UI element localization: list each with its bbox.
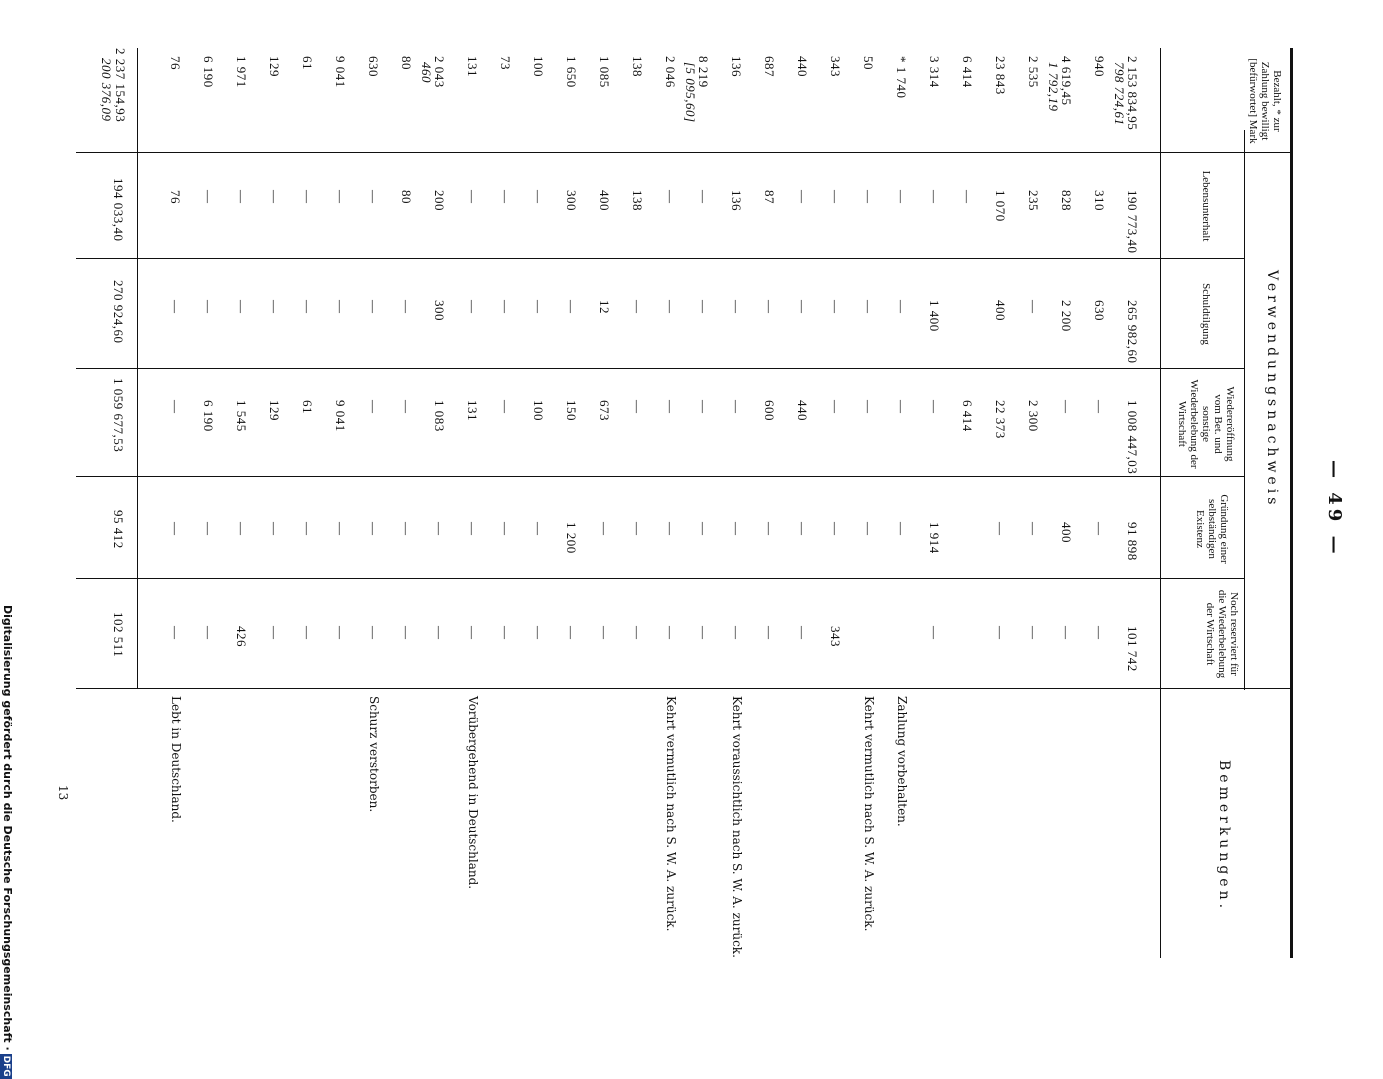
footer-credit	[0, 605, 14, 1079]
table-cell-c4: —	[894, 522, 909, 536]
table-cell-c0: 3 314	[927, 56, 942, 88]
table-cell-c2: —	[1026, 300, 1041, 314]
table-cell-c4: —	[267, 522, 282, 536]
total-debt: 270 924,60	[111, 280, 126, 344]
table-cell-c3: —	[168, 400, 183, 414]
table-cell-c3: 131	[465, 400, 480, 421]
table-cell-c2: —	[168, 300, 183, 314]
table-cell-c2: —	[564, 300, 579, 314]
table-cell-c1: 828	[1059, 190, 1074, 211]
table-cell-c5: —	[1059, 626, 1074, 640]
remark-note: Kehrt vermutlich nach S. W. A. zurück.	[862, 696, 876, 932]
table-cell-c2: —	[696, 300, 711, 314]
total-paid-sub: 200 376,09	[99, 58, 114, 122]
remark-note: Schurz verstorben.	[367, 696, 381, 813]
table-cell-c1: —	[465, 190, 480, 204]
table-cell-c0: 1 085	[597, 56, 612, 88]
table-cell-c3: 600	[762, 400, 777, 421]
table-cell-c0: 2 535	[1026, 56, 1041, 88]
table-cell-c1: —	[498, 190, 513, 204]
table-cell-c0: 23 843	[993, 56, 1008, 95]
table-cell-c3: —	[630, 400, 645, 414]
dfg-logo: DFG	[1, 1055, 11, 1077]
table-cell-c5: 101 742	[1125, 626, 1140, 672]
table-cell-c3: —	[399, 400, 414, 414]
table-cell-c4: —	[399, 522, 414, 536]
table-cell-c3: 6 190	[201, 400, 216, 432]
table-cell-c1: —	[861, 190, 876, 204]
table-cell-c1: 138	[630, 190, 645, 211]
table-cell-c0: 4 619,45	[1059, 56, 1074, 106]
table-cell-c4: —	[1092, 522, 1107, 536]
table-cell-c0: 61	[300, 56, 315, 70]
table-cell-c1: —	[300, 190, 315, 204]
table-cell-c5: —	[531, 626, 546, 640]
table-cell-c2: —	[630, 300, 645, 314]
table-cell-c1: —	[366, 190, 381, 204]
table-cell-c5: —	[432, 626, 447, 640]
table-cell-c3: 673	[597, 400, 612, 421]
table-cell-c2: —	[201, 300, 216, 314]
table-cell-c3: —	[894, 400, 909, 414]
table-cell-c1: 235	[1026, 190, 1041, 211]
table-cell-c0: 136	[729, 56, 744, 77]
table-cell-c0b: 460	[419, 62, 434, 83]
table-cell-c1: 1 070	[993, 190, 1008, 222]
header-reopening: Wiedereröffnung vom Bet. und sonstige Wiederbelebung der Wirtschaft	[1176, 379, 1236, 469]
table-cell-c1: —	[828, 190, 843, 204]
table-cell-c3: —	[498, 400, 513, 414]
table-cell-c5: —	[333, 626, 348, 640]
table-cell-c5: —	[366, 626, 381, 640]
section-title: Verwendungsnachweis	[1264, 270, 1280, 509]
table-cell-c5: —	[795, 626, 810, 640]
table-cell-c4: 1 914	[927, 522, 942, 554]
table-cell-c2: —	[762, 300, 777, 314]
table-cell-c2: —	[465, 300, 480, 314]
frame-subheader-divider	[1244, 130, 1245, 690]
table-cell-c0: 138	[630, 56, 645, 77]
table-cell-c0: 1 650	[564, 56, 579, 88]
footer-text: Digitalisierung gefördert durch die Deutsche Forschungsgemeinschaft ·	[1, 605, 14, 1051]
col-sep-0	[76, 152, 1290, 153]
table-cell-c5: —	[663, 626, 678, 640]
table-cell-c2: —	[234, 300, 249, 314]
table-cell-c4: —	[663, 522, 678, 536]
table-cell-c3: —	[927, 400, 942, 414]
table-cell-c0: 2 153 834,95	[1125, 56, 1140, 131]
remark-note: Zahlung vorbehalten.	[895, 696, 909, 827]
table-cell-c4: —	[993, 522, 1008, 536]
frame-header-divider	[1160, 48, 1161, 958]
table-cell-c5: 426	[234, 626, 249, 647]
table-cell-c5: —	[696, 626, 711, 640]
table-cell-c2: 2 200	[1059, 300, 1074, 332]
table-cell-c3: 61	[300, 400, 315, 414]
table-cell-c1: —	[333, 190, 348, 204]
table-cell-c0b: 1 792,19	[1046, 62, 1061, 112]
table-cell-c0: 687	[762, 56, 777, 77]
table-cell-c3: 150	[564, 400, 579, 421]
remark-note: Kehrt voraussichtlich nach S. W. A. zurück.	[730, 696, 744, 958]
table-cell-c1: —	[201, 190, 216, 204]
remark-note: Lebt in Deutschland.	[169, 696, 183, 823]
table-cell-c0: 73	[498, 56, 513, 70]
total-living: 194 033,40	[111, 178, 126, 242]
table-cell-c3: 440	[795, 400, 810, 421]
table-cell-c4: —	[465, 522, 480, 536]
table-cell-c3: —	[1059, 400, 1074, 414]
table-cell-c0: 76	[168, 56, 183, 70]
table-cell-c4: —	[795, 522, 810, 536]
table-cell-c5: —	[630, 626, 645, 640]
table-cell-c0: 2 043	[432, 56, 447, 88]
table-cell-c1: 190 773,40	[1125, 190, 1140, 254]
table-cell-c0: 6 190	[201, 56, 216, 88]
table-cell-c0: 2 046	[663, 56, 678, 88]
table-cell-c5: —	[300, 626, 315, 640]
table-cell-c0: 129	[267, 56, 282, 77]
table-cell-c4: —	[762, 522, 777, 536]
table-cell-c1: 136	[729, 190, 744, 211]
table-cell-c2: —	[663, 300, 678, 314]
table-cell-c0: 131	[465, 56, 480, 77]
table-cell-c1: 76	[168, 190, 183, 204]
table-cell-c5: —	[1026, 626, 1041, 640]
col-sep-5	[76, 688, 1290, 689]
table-cell-c2: —	[267, 300, 282, 314]
table-cell-c1: 87	[762, 190, 777, 204]
table-cell-c5: —	[927, 626, 942, 640]
table-cell-c2: —	[366, 300, 381, 314]
table-cell-c2: —	[498, 300, 513, 314]
table-cell-c2: —	[861, 300, 876, 314]
col-sep-3	[76, 476, 1244, 477]
table-cell-c3: 1 083	[432, 400, 447, 432]
frame-right-thick	[1290, 48, 1293, 958]
table-cell-c1: —	[795, 190, 810, 204]
table-cell-c2: 630	[1092, 300, 1107, 321]
table-cell-c4: —	[696, 522, 711, 536]
table-cell-c3: —	[663, 400, 678, 414]
table-cell-c0b: 798 724,61	[1112, 62, 1127, 126]
table-cell-c4: —	[861, 522, 876, 536]
table-cell-c2: —	[729, 300, 744, 314]
table-cell-c4: —	[498, 522, 513, 536]
table-cell-c4: —	[234, 522, 249, 536]
table-cell-c3: —	[696, 400, 711, 414]
table-cell-c1: 310	[1092, 190, 1107, 211]
table-cell-c0: 343	[828, 56, 843, 77]
table-cell-c3: 1 545	[234, 400, 249, 432]
table-cell-c2: —	[333, 300, 348, 314]
table-cell-c5: —	[1092, 626, 1107, 640]
col-sep-2	[76, 368, 1244, 369]
table-cell-c2: —	[828, 300, 843, 314]
table-cell-c4: —	[729, 522, 744, 536]
table-cell-c3: 6 414	[960, 400, 975, 432]
table-cell-c1: 200	[432, 190, 447, 211]
table-cell-c2: 300	[432, 300, 447, 321]
table-cell-c0: 440	[795, 56, 810, 77]
table-cell-c4: 91 898	[1125, 522, 1140, 561]
table-cell-c0: * 1 740	[894, 56, 909, 99]
table-cell-c0: 50	[861, 56, 876, 70]
table-cell-c3: —	[729, 400, 744, 414]
table-cell-c1: —	[267, 190, 282, 204]
table-cell-c5: —	[564, 626, 579, 640]
total-paid: 2 237 154,93	[113, 48, 128, 123]
table-cell-c4: —	[366, 522, 381, 536]
table-cell-c0: 6 414	[960, 56, 975, 88]
table-cell-c5: —	[762, 626, 777, 640]
table-cell-c4: 1 200	[564, 522, 579, 554]
table-cell-c4: —	[300, 522, 315, 536]
table-cell-c4: —	[531, 522, 546, 536]
total-founding: 95 412	[111, 510, 126, 549]
table-cell-c4: —	[168, 522, 183, 536]
table-cell-c4: —	[1026, 522, 1041, 536]
table-cell-c4: 400	[1059, 522, 1074, 543]
table-cell-c1: —	[696, 190, 711, 204]
header-reserved: Noch reserviert für die Wiederbelebung der Wirtschaft	[1204, 589, 1240, 679]
table-cell-c3: 100	[531, 400, 546, 421]
table-cell-c2: —	[795, 300, 810, 314]
table-cell-c0b: [5 095,60]	[683, 62, 698, 123]
table-cell-c4: —	[201, 522, 216, 536]
table-cell-c4: —	[333, 522, 348, 536]
table-cell-c1: —	[531, 190, 546, 204]
table-cell-c1: —	[927, 190, 942, 204]
table-cell-c0: 1 971	[234, 56, 249, 88]
table-cell-c3: 2 300	[1026, 400, 1041, 432]
header-paid: Bezahlt, * zur Zahlung bewilligt [befürwortet] Mark	[1247, 58, 1283, 144]
table-cell-c2: 12	[597, 300, 612, 314]
table-cell-c5: 343	[828, 626, 843, 647]
table-cell-c2: 1 400	[927, 300, 942, 332]
table-cell-c0: 100	[531, 56, 546, 77]
table-cell-c4: —	[630, 522, 645, 536]
folio-number: 13	[56, 785, 70, 801]
table-cell-c1: 400	[597, 190, 612, 211]
table-cell-c3: —	[861, 400, 876, 414]
table-cell-c1: —	[894, 190, 909, 204]
table-cell-c4: —	[432, 522, 447, 536]
table-cell-c5: —	[168, 626, 183, 640]
table-cell-c5: —	[498, 626, 513, 640]
table-cell-c0: 8 219	[696, 56, 711, 88]
table-cell-c5: —	[729, 626, 744, 640]
remark-note: Vorübergehend in Deutschland.	[466, 696, 480, 890]
header-debt: Schuldtilgung	[1200, 283, 1212, 345]
table-cell-c1: —	[663, 190, 678, 204]
table-cell-c3: 9 041	[333, 400, 348, 432]
table-cell-c4: —	[828, 522, 843, 536]
table-cell-c1: 80	[399, 190, 414, 204]
remark-note: Kehrt vermutlich nach S. W. A. zurück.	[664, 696, 678, 932]
page-number: — 49 —	[1324, 460, 1345, 558]
table-cell-c0: 630	[366, 56, 381, 77]
total-reopening: 1 059 677,53	[111, 378, 126, 453]
table-cell-c2: —	[531, 300, 546, 314]
table-cell-c3: 22 373	[993, 400, 1008, 439]
table-cell-c5: —	[597, 626, 612, 640]
table-cell-c2: 400	[993, 300, 1008, 321]
table-cell-c2: —	[894, 300, 909, 314]
table-cell-c1: 300	[564, 190, 579, 211]
table-cell-c5: —	[267, 626, 282, 640]
remarks-title: Bemerkungen.	[1216, 760, 1232, 913]
table-cell-c4: —	[597, 522, 612, 536]
table-cell-c1: —	[960, 190, 975, 204]
table-cell-c5: —	[201, 626, 216, 640]
header-living: Lebensunterhalt	[1200, 170, 1212, 242]
table-cell-c3: —	[1092, 400, 1107, 414]
col-sep-1	[76, 258, 1244, 259]
table-cell-c2: 265 982,60	[1125, 300, 1140, 364]
total-reserved: 102 511	[111, 612, 126, 658]
table-cell-c5: —	[465, 626, 480, 640]
table-cell-c3: —	[828, 400, 843, 414]
table-cell-c2: —	[399, 300, 414, 314]
col-sep-4	[76, 578, 1244, 579]
table-cell-c2: —	[300, 300, 315, 314]
header-founding: Gründung einer selbständigen Existenz	[1194, 494, 1230, 564]
table-cell-c3: —	[366, 400, 381, 414]
table-cell-c1: —	[234, 190, 249, 204]
table-cell-c0: 940	[1092, 56, 1107, 77]
table-cell-c5: —	[399, 626, 414, 640]
table-cell-c3: 1 008 447,03	[1125, 400, 1140, 475]
table-cell-c0: 80	[399, 56, 414, 70]
table-cell-c0: 9 041	[333, 56, 348, 88]
table-cell-c3: 129	[267, 400, 282, 421]
table-cell-c5: —	[993, 626, 1008, 640]
